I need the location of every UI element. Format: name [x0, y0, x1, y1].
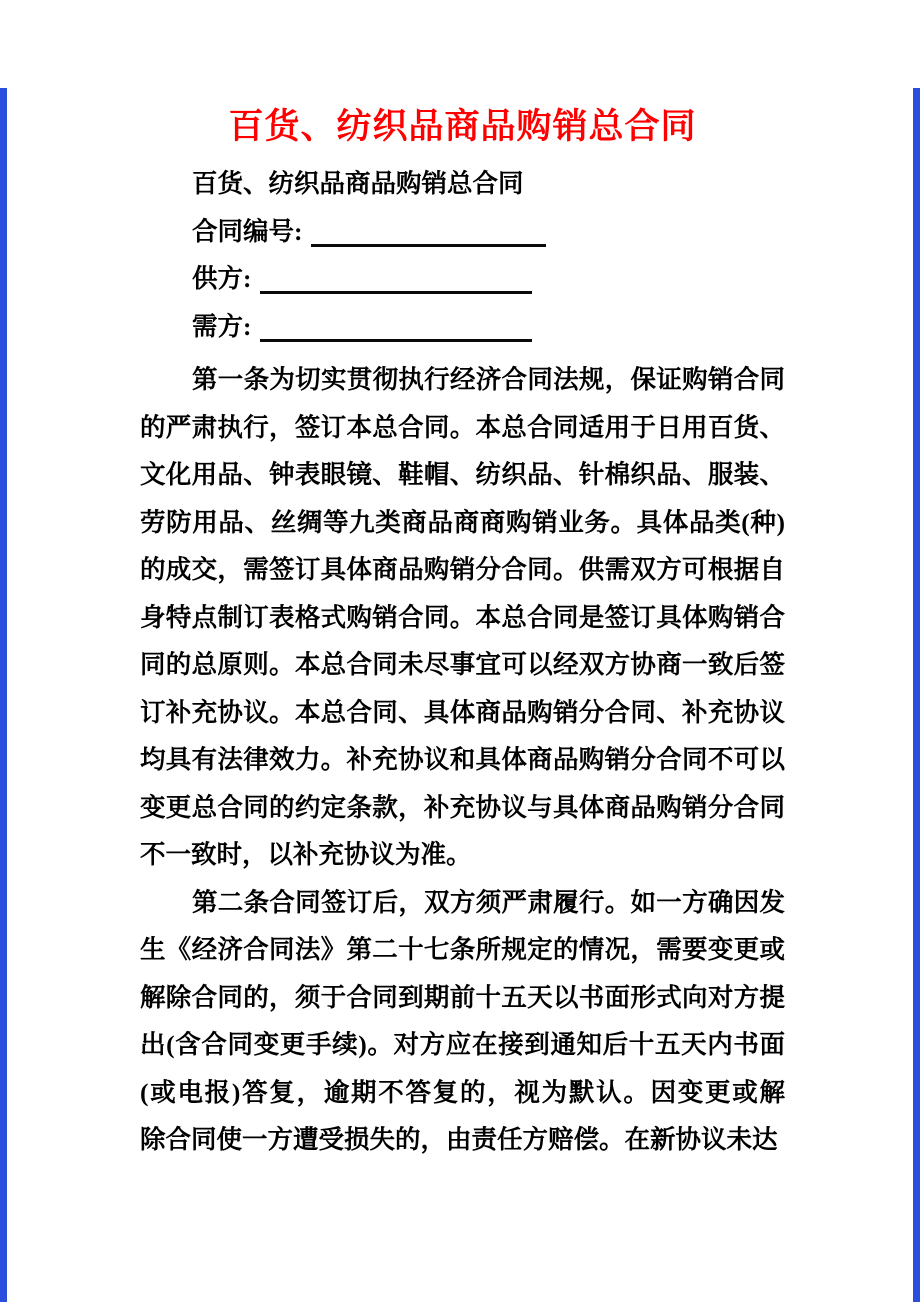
page-edge-bar-left — [0, 88, 7, 1302]
page-edge-bar-right — [913, 88, 920, 1302]
paragraph-line: 均具有法律效力。补充协议和具体商品购销分合同不可以 — [140, 745, 785, 774]
contract-paragraph — [140, 879, 785, 1164]
document-content — [140, 0, 785, 1164]
paragraph-line: 出(含合同变更手续)。对方应在接到通知后十五天内书面 — [140, 1030, 785, 1059]
paragraph-line: 第一条为切实贯彻执行经济合同法规，保证购销合同 — [192, 365, 785, 394]
paragraph-line: 文化用品、钟表眼镜、鞋帽、纺织品、针棉织品、服装、 — [140, 460, 785, 489]
fill-in-blank-line — [260, 339, 532, 342]
paragraph-line: 变更总合同的约定条款，补充协议与具体商品购销分合同 — [140, 792, 785, 822]
field-label: 供方: — [192, 264, 252, 293]
paragraph-line: 的成交，需签订具体商品购销分合同。供需双方可根据自 — [140, 555, 785, 584]
paragraph-line: 身特点制订表格式购销合同。本总合同是签订具体购销合 — [140, 602, 785, 632]
contract-paragraph — [140, 356, 785, 879]
paragraph-line: 同的总原则。本总合同未尽事宜可以经双方协商一致后签 — [140, 650, 785, 679]
paragraph-line: 生《经济合同法》第二十七条所规定的情况，需要变更或 — [140, 935, 785, 964]
paragraph-line: 订补充协议。本总合同、具体商品购销分合同、补充协议 — [140, 697, 785, 727]
fill-in-blank-line — [311, 244, 546, 247]
paragraph-line: 解除合同的，须于合同到期前十五天以书面形式向对方提 — [140, 982, 785, 1012]
paragraph-line: 劳防用品、丝绸等九类商品商商购销业务。具体品类(种) — [140, 507, 785, 537]
paragraph-line: 不一致时，以补充协议为准。 — [140, 840, 472, 869]
paragraph-line: 的严肃执行，签订本总合同。本总合同适用于日用百货、 — [140, 412, 785, 442]
fill-in-blank-line — [260, 291, 532, 294]
document-subtitle: 百货、纺织品商品购销总合同 — [192, 169, 524, 198]
contract-field-row — [140, 303, 785, 351]
contract-header-fields — [140, 208, 785, 351]
field-label: 合同编号: — [192, 216, 303, 246]
field-label: 需方: — [192, 311, 252, 341]
paragraph-line: 除合同使一方遭受损失的，由责任方赔偿。在新协议未达 — [140, 1125, 778, 1154]
contract-field-row — [140, 255, 785, 303]
contract-field-row — [140, 208, 785, 256]
contract-body — [140, 356, 785, 1164]
paragraph-line: 第二条合同签订后，双方须严肃履行。如一方确因发 — [192, 887, 785, 917]
paragraph-line: (或电报)答复，逾期不答复的，视为默认。因变更或解 — [140, 1077, 785, 1107]
document-title: 百货、纺织品商品购销总合同 — [228, 107, 697, 146]
